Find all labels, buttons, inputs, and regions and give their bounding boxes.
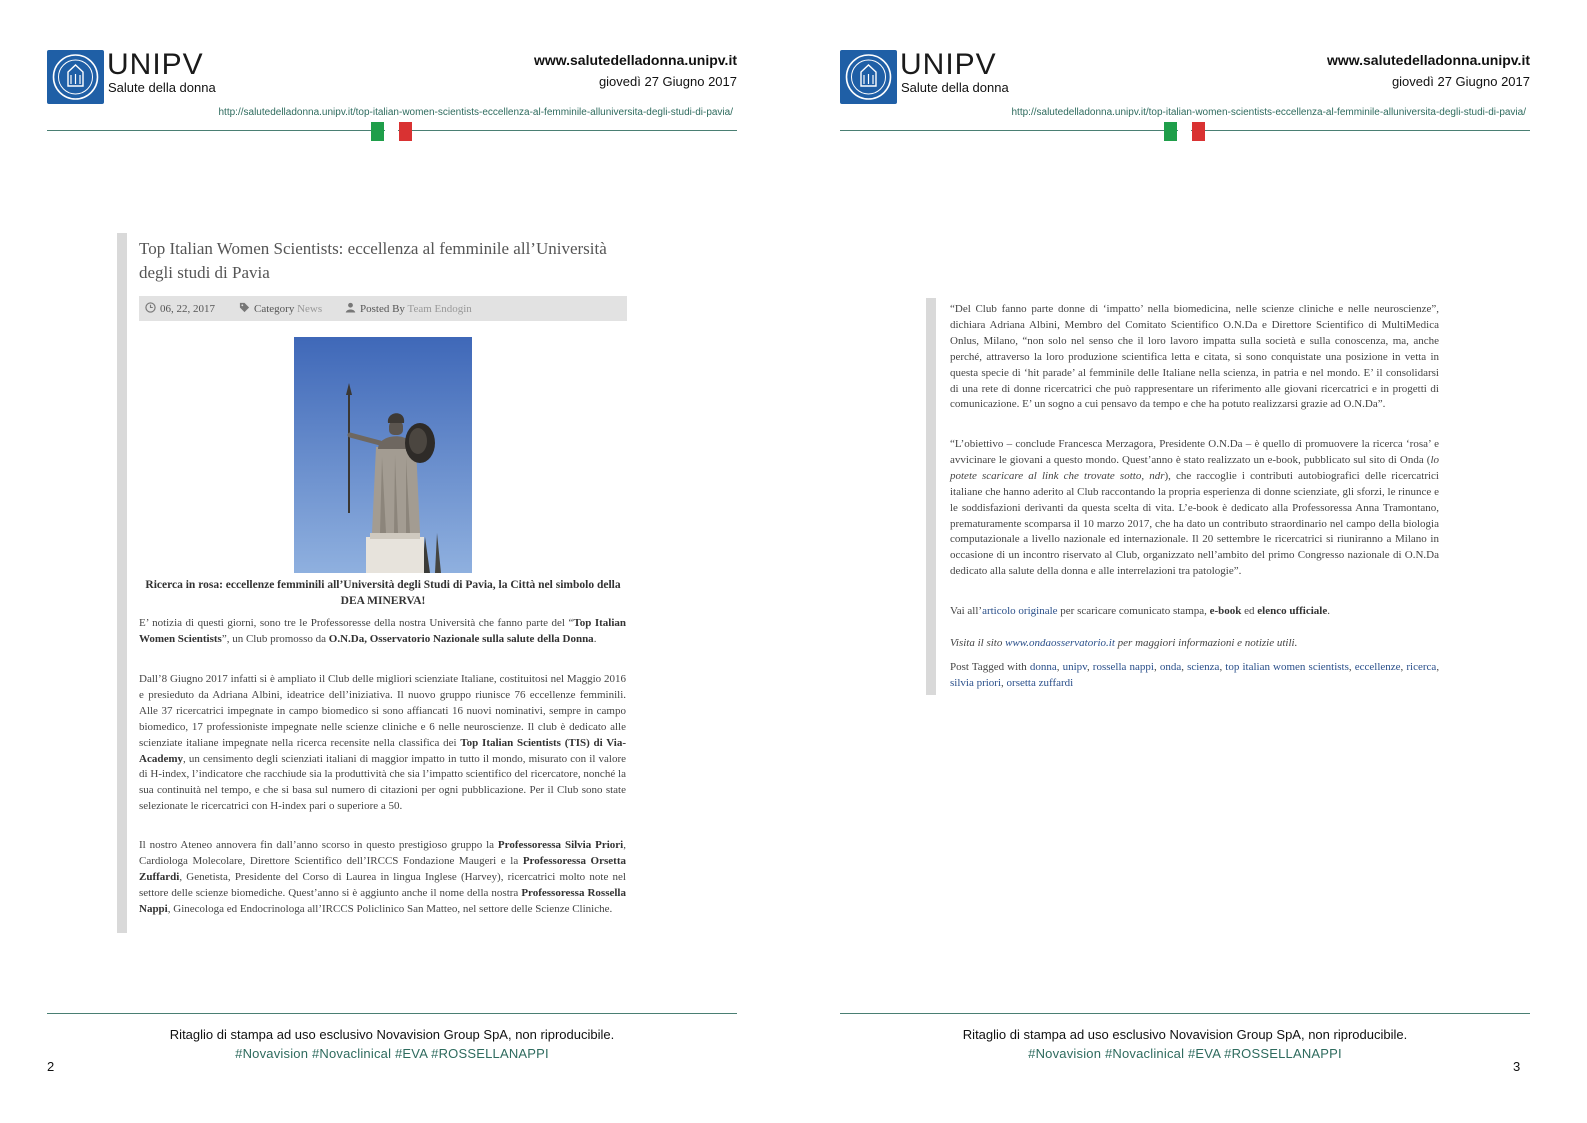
q3-text-c: per scaricare comunicato stampa, bbox=[1057, 605, 1210, 617]
paragraph-ateneo bbox=[139, 838, 626, 918]
post-tags: Post Tagged with donna, unipv, rossella nappi, onda, scienza, top italian women scientists, eccellenze, ricerca, silvia priori, orsetta zuffardi bbox=[950, 661, 1440, 689]
brand-name: UNIPV bbox=[107, 48, 204, 81]
italian-flag-icon bbox=[1164, 122, 1205, 141]
q2-text-a: “L’obiettivo – conclude Francesca Merzagora, Presidente O.N.Da – è quello di promuovere la ricerca ‘rosa’ e avvicinare le giovani a questo mondo. Quest’anno è stato realizzato un e-book, pubblicato sul sito di Onda ( bbox=[950, 438, 1439, 466]
p3-text-a: Il nostro Ateneo annovera fin dall’anno scorso in questo prestigioso gruppo la bbox=[139, 839, 498, 851]
meta-date bbox=[145, 302, 215, 315]
footer-divider bbox=[47, 1013, 737, 1014]
ebook-link[interactable]: e-book bbox=[1209, 605, 1242, 617]
p1-onda-name: O.N.Da, Osservatorio Nazionale sulla salute della Donna bbox=[328, 632, 594, 645]
meta-author bbox=[345, 302, 472, 315]
publication-date: giovedì 27 Giugno 2017 bbox=[1391, 74, 1530, 89]
meta-category bbox=[239, 302, 322, 315]
article-clip bbox=[117, 233, 629, 933]
paragraph-club bbox=[139, 672, 626, 815]
paragraph-links bbox=[950, 604, 1439, 620]
page-header bbox=[47, 46, 737, 146]
paragraph-albini-quote: “Del Club fanno parte donne di ‘impatto’ nella biomedicina, nelle scienze cliniche e nelle neuroscienze”, dichiara Adriana Albini, Membro del Comitato Scientifico O.N.Da e Direttore Scientifico di MultiMedica Onlus, Milano, “non solo nel senso che il loro lavoro impatta sulla società e sulla conoscenza, ma, anche perché, attraverso la loro produzione scientifica letta e citata, si sono conquistate una posizione in vetta in questa specie di ‘hit parade’ al femminile delle Italiane nella scienza, in patria e nel mondo. E’ il consolidarsi di una rete di donne ricercatrici che può rappresentare un riferimento alle giovani ricercatrici e in progetti di comunicazione. E’ un sogno a cui pensavo da tempo e che ha potuto realizzarsi grazie ad O.N.Da”. bbox=[950, 303, 1439, 411]
brand-subtitle: Salute della donna bbox=[901, 80, 1009, 95]
article-url[interactable]: http://salutedelladonna.unipv.it/top-italian-women-scientists-eccellenza-al-femminile-alluniversita-degli-studi-di-pavia/ bbox=[1011, 107, 1526, 118]
official-list-link[interactable]: elenco ufficiale bbox=[1257, 605, 1328, 617]
footer-note: Ritaglio di stampa ad uso esclusivo Novavision Group SpA, non riproducibile. bbox=[169, 1027, 615, 1042]
photo-caption: Ricerca in rosa: eccellenze femminili all’Università degli Studi di Pavia, la Città nel simbolo della DEA MINERVA! bbox=[145, 579, 621, 607]
tag-link[interactable]: orsetta zuffardi bbox=[1006, 676, 1074, 689]
page-number-left: 2 bbox=[47, 1059, 55, 1074]
q4-text-c: per maggiori informazioni e notizie utili. bbox=[1114, 637, 1298, 649]
tag-link[interactable]: eccellenze bbox=[1354, 661, 1401, 673]
paragraph-visit bbox=[950, 636, 1439, 652]
meta-author-link[interactable]: Team Endogin bbox=[407, 303, 472, 315]
footer-hashtags: #Novavision #Novaclinical #EVA #ROSSELLANAPPI bbox=[1028, 1046, 1342, 1061]
q3-text-e: ed bbox=[1241, 605, 1258, 617]
q2-text-c: ), che raccoglie i contributi autobiografici delle ricercatrici italiane che hanno aderito al Club raccontando la propria esperienza di donne scienziate, gli sforzi, le rinunce e le soddisfazioni derivanti da questa scelta di vita. L’e-book è dedicato alla Professoressa Anna Tramontano, prematuramente scomparsa il 10 marzo 2017, che ha dato un contributo straordinario nel campo della biologia computazionale a livello nazionale ed internazionale. Il 20 settembre le ricercatrici si riuniranno a Milano in occasione di un incontro riservato al Club, organizzato nell’ambito del primo Congresso nazionale di O.N.Da dedicato alla salute della donna e alle interrelazioni tra patologie”. bbox=[950, 469, 1439, 578]
footer-hashtags: #Novavision #Novaclinical #EVA #ROSSELLANAPPI bbox=[235, 1046, 549, 1061]
original-article-link[interactable]: articolo originale bbox=[982, 605, 1058, 617]
onda-site-link[interactable]: www.ondaosservatorio.it bbox=[1005, 637, 1115, 649]
minerva-statue-photo bbox=[294, 337, 472, 573]
p1-club-name: Top Italian Women Scientists bbox=[139, 617, 627, 645]
article-meta-bar bbox=[139, 296, 627, 321]
p3-priori: Professoressa Silvia Priori bbox=[497, 839, 624, 851]
article-title: Top Italian Women Scientists: eccellenza al femminile all’Università degli studi di Pavia bbox=[139, 239, 607, 282]
p3-nappi-link[interactable]: Professoressa Rossella Nappi bbox=[139, 886, 626, 915]
meta-category-link[interactable]: News bbox=[297, 303, 323, 315]
tag-link[interactable]: silvia priori bbox=[950, 676, 1002, 689]
tag-link[interactable]: ricerca bbox=[1406, 661, 1437, 673]
tag-link[interactable]: unipv bbox=[1062, 661, 1087, 673]
university-seal-icon bbox=[47, 50, 104, 104]
q3-text-a: Vai all’ bbox=[950, 605, 983, 617]
article-clip-continued bbox=[926, 298, 1441, 695]
p3-zuffardi: Professoressa Orsetta Zuffardi bbox=[139, 854, 626, 883]
meta-posted-label: Posted By bbox=[360, 303, 405, 315]
italian-flag-icon bbox=[371, 122, 412, 141]
page-number-right: 3 bbox=[1513, 1059, 1521, 1074]
article-url[interactable]: http://salutedelladonna.unipv.it/top-italian-women-scientists-eccellenza-al-femminile-alluniversita-degli-studi-di-pavia/ bbox=[218, 107, 733, 118]
footer-note: Ritaglio di stampa ad uso esclusivo Novavision Group SpA, non riproducibile. bbox=[962, 1027, 1408, 1042]
brand-subtitle: Salute della donna bbox=[108, 80, 216, 95]
tag-link[interactable]: rossella nappi bbox=[1092, 661, 1154, 673]
paragraph-intro bbox=[139, 616, 626, 648]
site-address[interactable]: www.salutedelladonna.unipv.it bbox=[533, 52, 737, 68]
brand-name: UNIPV bbox=[900, 48, 997, 81]
p2-text-c: , un censimento degli scienziati italiani di maggior impatto in tutto il mondo, misurato con il valore di H-index, l’indicatore che racchiude sia la produttività che sia l’impatto scientifico del ricercatore, nonché la sua continuità nel tempo, e che si basa sul numero di citazioni per ogni pubblicazione. Per il Club sono state selezionate le ricercatrici con H-index pari o superiore a 50. bbox=[139, 752, 626, 813]
footer-divider bbox=[840, 1013, 1530, 1014]
user-icon bbox=[345, 302, 356, 313]
meta-date-value: 06, 22, 2017 bbox=[160, 303, 215, 315]
tag-link[interactable]: scienza bbox=[1187, 661, 1220, 673]
tag-link[interactable]: onda bbox=[1159, 661, 1182, 673]
left-page bbox=[0, 0, 793, 1123]
p3-text-g: , Ginecologa ed Endocrinologa all’IRCCS Policlinico San Matteo, nel settore delle Scienze Cliniche. bbox=[167, 902, 613, 915]
meta-category-label: Category bbox=[254, 303, 295, 315]
site-address[interactable]: www.salutedelladonna.unipv.it bbox=[1326, 52, 1530, 68]
university-seal-icon bbox=[840, 50, 897, 104]
p1-text-a: E’ notizia di questi giorni, sono tre le Professoresse della nostra Università che fanno parte del “ bbox=[139, 617, 574, 629]
clock-icon bbox=[145, 302, 156, 313]
tag-link[interactable]: top italian women scientists bbox=[1225, 661, 1349, 673]
page-header bbox=[840, 46, 1530, 146]
p1-text-e: . bbox=[593, 632, 597, 645]
p2-text-a: Dall’8 Giugno 2017 infatti si è ampliato il Club delle migliori scienziate Italiane, costituitosi nel Maggio 2016 e presieduto da Adriana Albini, ideatrice dell’iniziativa. Il nuovo gruppo riunisce 76 eccellenze femminili. Alle 37 ricercatrici impegnate in campo biomedico si sono affiancati 16 nuovi nominativi, sempre in campo biomedico, 17 professioniste impegnate nelle scienze cliniche e 6 nelle neuroscienze. Il club è dedicato alle scienziate italiane impegnate nella ricerca recensite nella classifica dei bbox=[139, 673, 626, 749]
p3-text-c: , Cardiologa Molecolare, Direttore Scientifico dell’IRCCS Fondazione Maugeri e la bbox=[139, 839, 626, 867]
publication-date: giovedì 27 Giugno 2017 bbox=[598, 74, 737, 89]
tags-label: Post Tagged with bbox=[950, 661, 1030, 673]
p1-text-c: ”, un Club promosso da bbox=[221, 632, 329, 645]
p3-text-e: , Genetista, Presidente del Corso di Laurea in lingua Inglese (Harvey), ricercatrici molto note nel settore delle scienze biomediche. Quest’anno si è aggiunto anche il nome della nostra bbox=[139, 870, 626, 899]
paragraph-merzagora-quote bbox=[950, 437, 1439, 580]
p2-tis-name: Top Italian Scientists (TIS) di Via-Academy bbox=[139, 736, 626, 765]
tag-icon bbox=[239, 302, 250, 313]
q2-italic-note: lo potete scaricare al link che trovate sotto, ndr bbox=[950, 453, 1439, 482]
q4-text-a: Visita il sito bbox=[950, 637, 1006, 649]
tag-link[interactable]: donna bbox=[1029, 661, 1057, 673]
q3-text-g: . bbox=[1327, 605, 1330, 617]
